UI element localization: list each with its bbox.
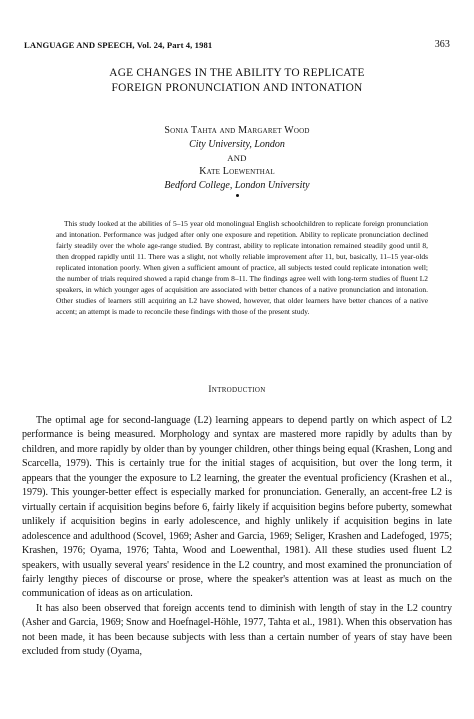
title-line-1: AGE CHANGES IN THE ABILITY TO REPLICATE <box>109 67 365 79</box>
author-names-1: Sonia Tahta and Margaret Wood <box>164 125 310 136</box>
author-block <box>0 124 474 197</box>
abstract-text: This study looked at the abilities of 5–15 year old monolingual English schoolchildren to replicate foreign pronunciation and intonation. Performance was judged after only one exposure and repetition. Ability to replicate pronunciation declined fairly steadily over the whole age-range studied. By contrast, ability to replicate intonation remained steadily good until 8, then dropped rapidly until 11. There was a slight, not wholly reliable improvement after 11, but, basically, 11–15 year-olds replicated intonation poorly. When given a sufficient amount of practice, all subjects tested could replicate intonation well; the number of trials required showed a rapid change from 8–11. The findings agree well with long-term studies of fluent L2 speakers, in which younger ages of acquisition are associated with better chances of a native pronunciation and intonation. Other studies of learners still acquiring an L2 have showed, however, that older learners have better chances of a native accent; an attempt is made to reconcile these findings with those of the present study. <box>56 219 428 316</box>
article-title <box>0 66 474 96</box>
section-heading: Introduction <box>208 385 266 395</box>
paragraph: The optimal age for second-language (L2) learning appears to depend partly on which aspect of L2 performance is being measured. Morphology and syntax are mastered more rapidly by adults than by children, and more rapidly by older than by younger children, other things being equal (Krashen, Long and Scarcella, 1979). This is certainly true for the initial stages of acquisition, but over the long term, it appears that the younger the exposure to L2 learning, the greater the eventual proficiency (Krashen et al., 1979). This younger-better effect is especially marked for pronunciation. Generally, an accent-free L2 is virtually certain if acquisition begins before 6, fairly likely if acquisition begins before puberty, somewhat unlikely if acquisition begins in early adolescence, and highly unlikely if acquisition begins in late adolescence and adulthood (Scovel, 1969; Asher and Garcia, 1969; Seliger, Krashen and Ladefoged, 1975; Krashen, 1976; Oyama, 1976; Tahta, Wood and Loewenthal, 1981). All these studies used fluent L2 speakers, with usually several years' residence in the L2 country, and most examined the pronunciation of fairly lengthy pieces of discourse or prose, where the speaker's attention was at least as much on the communication of ideas as on articulation. <box>22 415 452 600</box>
journal-citation: LANGUAGE AND SPEECH, Vol. 24, Part 4, 1981 <box>24 40 213 50</box>
affiliation-2: Bedford College, London University <box>164 180 310 192</box>
author-conjunction: AND <box>227 152 247 163</box>
author-names-2: Kate Loewenthal <box>199 166 275 178</box>
running-head <box>24 40 450 54</box>
title-line-2: FOREIGN PRONUNCIATION AND INTONATION <box>111 82 363 94</box>
paragraph: It has also been observed that foreign accents tend to diminish with length of stay in the L2 country (Asher and Garcia, 1969; Snow and Hoefnagel-Höhle, 1977, Tahta et al., 1981). When this observation has not been made, it has been because subjects with less than a certain number of years of stay have been excluded from study (Oyama, <box>22 602 452 658</box>
abstract <box>56 219 428 318</box>
footnote-dot-icon <box>236 194 239 197</box>
body-text <box>22 414 452 660</box>
page-number: 363 <box>434 39 450 50</box>
affiliation-1: City University, London <box>189 138 285 150</box>
